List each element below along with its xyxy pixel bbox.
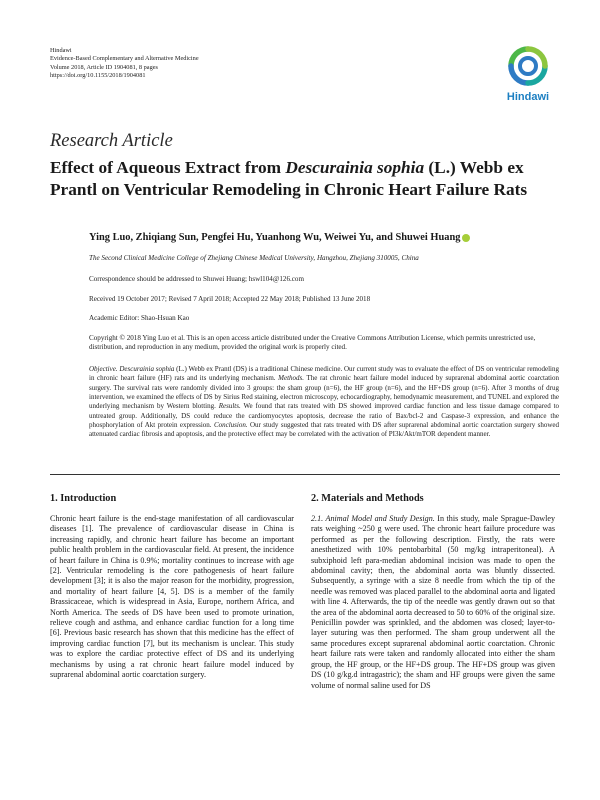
abstract-conclusion-label: Conclusion. [213, 421, 248, 430]
publication-dates: Received 19 October 2017; Revised 7 April 2018; Accepted 22 May 2018; Published 13 June 2018 [89, 295, 371, 303]
journal-name: Evidence-Based Complementary and Alternative Medicine [50, 55, 199, 63]
methods-text: In this study, male Sprague-Dawley rats weighing ~250 g were used. The chronic heart failure procedure was performed as per the following description. Firstly, the rats were anesthetized with 10% pentobarbital (50 mg/kg intraperitoneal). A subxiphoid left para-median abdominal incision was made to open the abdominal cavity; then, the abdominal aorta was bluntly dissected. Subsequently, a syringe with a size 8 needle from which the tip of the needle was removed was placed parallel to the abdominal aorta and ligated with line 4. Afterwards, the tip of the needle was gently drawn out so that the area of the abdominal aorta decreased to 50 to 60% of the original size. Penicillin powder was sprinkled, and the abdomen was closed; layer-to-layer suturing was then performed. The sham group underwent all the same procedures except suprarenal abdominal aortic coarctation. Chronic heart failure rats were taken and randomly allocated into either the sham group, the HF group, or the HF+DS group. The HF+DS group was given DS (10 g/kg.d intragastric); the sham and HF groups were given the same volume of normal saline used for DS [311, 514, 555, 690]
abstract-methods-label: Methods. [278, 374, 304, 383]
methods-body [311, 514, 555, 691]
abstract-objective-label: Objective. [89, 365, 118, 373]
publisher-name: Hindawi [50, 47, 72, 54]
affiliation: The Second Clinical Medicine College of Zhejiang Chinese Medical University, Hangzhou, Zhejiang 310005, China [89, 254, 419, 262]
article-type: Research Article [50, 131, 173, 151]
abstract [89, 365, 559, 440]
abstract-results-text: We found that rats treated with DS showed improved cardiac function and less tissue damage compared to untreated group. Additionally, DS could reduce the cardiomyocytes apoptosis, decrease the ratio of Bax/bcl-2 and Caspase-3 expression, and enhance the phosphorylation of Akt protein expression. [89, 402, 560, 430]
copyright-notice: Copyright © 2018 Ying Luo et al. This is an open access article distributed under the Creative Commons Attribution License, which permits unrestricted use, distribution, and reproduction in any medium, provided the original work is properly cited. [89, 334, 536, 351]
abstract-methods-text: The rat chronic heart failure model induced by suprarenal abdominal aortic coarctation surgery. The survival rats were randomly divided into 3 groups: the sham group (n=6), the HF group (n=6), and the HF+DS group (n=6). After 3 months of drug intervention, we examined the effects of DS by Sirius Red staining, electron microscopy, echocardiography, hemodynamic measurement, and TUNEL and explored the underlying mechanism by Western blotting. [89, 374, 559, 411]
abstract-conclusion-text: Our study suggested that rats treated with DS after suprarenal abdominal aortic coarctation surgery showed attenuated cardiac fibrosis and apoptosis, and the protective effect may be correlated with the activation of PI3k/Akt/mTOR dependent manner. [89, 421, 560, 439]
journal-header [50, 47, 199, 80]
title-part-2: (L.) Webb ex Prantl on Ventricular Remodeling in Chronic Heart Failure Rats [50, 158, 528, 199]
authors-text: Ying Luo, Zhiqiang Sun, Pengfei Hu, Yuanhong Wu, Weiwei Yu, and Shuwei Huang [89, 232, 461, 243]
title-part-1: Effect of Aqueous Extract from [50, 158, 286, 177]
introduction-heading: 1. Introduction [50, 493, 117, 504]
introduction-body: Chronic heart failure is the end-stage manifestation of all cardiovascular diseases [1]. The prevalence of cardiovascular disease in China is increasing rapidly, and chronic heart failure has become an important public health problem in the cardiovascular field. At present, the incidence of heart failure in China is 0.9%; mortality continues to increase with age [2]. Ventricular remodeling is the core pathogenesis of heart failure development [3]; it is also the major reason for the morbidity, progression, and mortality of heart failure [4, 5]. DS is a member of the family Brassicaceae, which is widespread in Asia, Europe, northern Africa, and North America. The seeds of DS have been used to promote urination, relieve cough and asthma, and enhance cardiac function for a long time [6]. Previous basic research has shown that this medicine has the effect of improving cardiac function [7], but its mechanism is unclear. This study was to explore the cardiac protective effect of DS and its underlying mechanisms by using a rat chronic heart failure model induced by suprarenal abdominal aortic coarctation surgery. [50, 514, 294, 680]
doi-link[interactable]: https://doi.org/10.1155/2018/1904081 [50, 71, 146, 79]
volume-info: Volume 2018, Article ID 1904081, 8 pages [50, 63, 158, 71]
title-species: Descurainia sophia [285, 158, 425, 177]
abstract-objective-species: Descurainia sophia [119, 365, 175, 373]
methods-heading: 2. Materials and Methods [311, 493, 424, 504]
abstract-results-label: Results. [218, 402, 241, 411]
correspondence: Correspondence should be addressed to Shuwei Huang; hswl104@126.com [89, 275, 304, 283]
author-list [89, 232, 470, 243]
orcid-icon[interactable] [462, 234, 470, 242]
paper-title [50, 157, 560, 201]
abstract-objective-text: (L.) Webb ex Prantl (DS) is a traditional Chinese medicine. Our current study was to evaluate the effect of DS on ventricular remodeling in chronic heart failure (HF) rats and its underlying mechanism. [89, 365, 559, 383]
methods-subheading: 2.1. Animal Model and Study Design. [311, 514, 435, 523]
academic-editor: Academic Editor: Shao-Hsuan Kao [89, 314, 190, 322]
logo-wordmark: Hindawi [506, 91, 550, 103]
section-divider [50, 474, 560, 475]
